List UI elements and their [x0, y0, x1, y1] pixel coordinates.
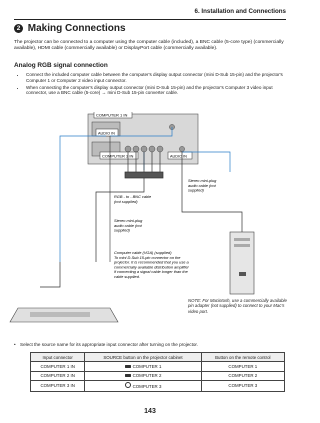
input-source-table	[30, 352, 285, 392]
select-instruction: • Select the source name for its appropriate input connector after turning on the projector.	[20, 342, 198, 347]
table-row	[31, 380, 285, 391]
table-cell: COMPUTER 1	[201, 362, 284, 371]
list-item: • Connect the included computer cable between the computer's display output connector (mini D-Sub 15-pin) and the projector's Computer 1 or Computer 2 video input connector.	[26, 72, 286, 84]
rgb-bnc-label: RGB - to - BNC cable (not supplied)	[114, 194, 152, 204]
table-row	[31, 371, 285, 380]
stereo-cable-right-label: Stereo mini-plug audio cable (not supplied)	[188, 178, 217, 193]
table-cell: COMPUTER 1 IN	[31, 362, 85, 371]
bnc-connector-icon	[125, 382, 131, 388]
column-header: Input connector	[31, 353, 85, 362]
table-cell: COMPUTER 2	[85, 371, 201, 380]
vga-cable	[40, 262, 60, 287]
step-number-badge: 2	[14, 24, 23, 33]
instruction-list	[20, 72, 286, 97]
desktop-computer-icon	[230, 232, 254, 294]
laptop-computer-icon	[10, 308, 118, 322]
page-title-text: Making Connections	[27, 23, 126, 34]
table-cell: COMPUTER 3	[85, 380, 201, 391]
table-row	[31, 362, 285, 371]
audio-in-right-label: AUDIO IN	[170, 154, 187, 159]
page-number: 143	[144, 408, 156, 415]
subsection-title: Analog RGB signal connection	[14, 62, 108, 69]
column-header: Button on the remote control	[201, 353, 284, 362]
intro-paragraph: The projector can be connected to a computer using the computer cable (included), a BNC cable (5-core type) (commercially available), HDMI cable (commercially available) or DisplayPort cable (commercially available).	[14, 40, 284, 52]
computer1-in-label: COMPUTER 1 IN	[96, 112, 128, 118]
vga-cable-label: Computer cable (VGA) (supplied) To mini D-Sub 15-pin connector on the projector. It is recommended that you use a commercially available distribution amplifier if connecting a signal cable longer than the cable supplied.	[114, 250, 189, 279]
page-title	[14, 23, 126, 34]
table-header-row	[31, 353, 285, 362]
column-header: SOURCE button on the projector cabinet	[85, 353, 201, 362]
table-cell: COMPUTER 3 IN	[31, 380, 85, 391]
computer3-in-label: COMPUTER 3 IN	[102, 153, 134, 159]
vga-connector-icon	[125, 365, 131, 368]
vga-connector-icon	[125, 374, 131, 377]
audio-port-right	[179, 146, 184, 151]
table-cell: COMPUTER 3	[201, 380, 284, 391]
list-item: • When connecting the computer's display output connector (mini D-Sub 15-pin) and the projector's Computer 3 video input connector, use a BNC cable (5-core) → mini D-Sub 15-pin converter cable.	[26, 85, 286, 97]
table-cell: COMPUTER 2 IN	[31, 371, 85, 380]
mac-note: NOTE: For Macintosh, use a commercially available pin adapter (not supplied) to connect to your Mac's video port.	[188, 298, 287, 314]
bnc-cable	[96, 152, 163, 262]
section-header: 6. Installation and Connections	[14, 8, 286, 20]
audio-in-left-label: AUDIO IN	[98, 131, 115, 136]
table-cell: COMPUTER 1	[85, 362, 201, 371]
table-cell: COMPUTER 2	[201, 371, 284, 380]
stereo-cable-mid-label: Stereo mini-plug audio cable (not supplied)	[114, 218, 143, 233]
